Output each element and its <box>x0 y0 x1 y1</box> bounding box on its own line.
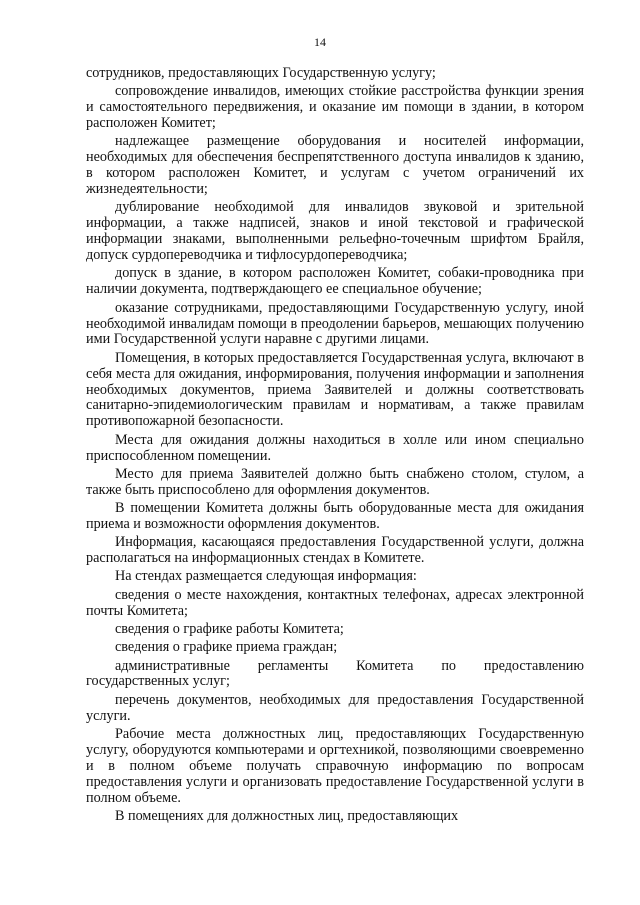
paragraph: административные регламенты Комитета по предоставлению государственных услуг; <box>86 657 584 690</box>
paragraph: Помещения, в которых предоставляется Государственная услуга, включают в себя места для ожидания, информирования, получения информации и заполнения необходимых документов, приема Заявителей и должны соответствовать санитарно-эпидемиологическим правилам и нормативам, а также правилам противопожарной безопасности. <box>86 349 584 430</box>
paragraph: дублирование необходимой для инвалидов звуковой и зрительной информации, а также надписей, знаков и иной текстовой и графической информации знаками, выполненными рельефно-точечным шрифтом Брайля, допуск сурдопереводчика и тифлосурдопереводчика; <box>86 199 584 264</box>
paragraph: На стендах размещается следующая информация: <box>115 568 417 585</box>
paragraph: сопровождение инвалидов, имеющих стойкие расстройства функции зрения и самостоятельного передвижения, и оказание им помощи в здании, в котором расположен Комитет; <box>86 83 584 132</box>
paragraph: Места для ожидания должны находиться в холле или ином специально приспособленном помещении. <box>86 431 584 464</box>
paragraph: перечень документов, необходимых для предоставления Государственной услуги. <box>86 691 584 724</box>
paragraph: сотрудников, предоставляющих Государственную услугу; <box>86 65 436 81</box>
paragraph: сведения о месте нахождения, контактных телефонах, адресах электронной почты Комитета; <box>86 586 584 619</box>
paragraph: сведения о графике приема граждан; <box>115 639 338 656</box>
paragraph: Место для приема Заявителей должно быть снабжено столом, стулом, а также быть приспособлено для оформления документов. <box>86 465 584 498</box>
paragraph: надлежащее размещение оборудования и носителей информации, необходимых для обеспечения беспрепятственного доступа инвалидов к зданию, в котором расположен Комитет, и услугам с учетом ограничений их жизнедеятельности; <box>86 133 584 198</box>
paragraph: допуск в здание, в котором расположен Комитет, собаки-проводника при наличии документа, подтверждающего ее специальное обучение; <box>86 265 584 298</box>
paragraph: сведения о графике работы Комитета; <box>115 620 344 637</box>
page-number: 14 <box>314 35 326 49</box>
paragraph: В помещении Комитета должны быть оборудованные места для ожидания приема и возможности оформления документов. <box>86 500 584 532</box>
document-body <box>86 66 584 827</box>
paragraph: В помещениях для должностных лиц, предоставляющих <box>115 807 459 824</box>
paragraph: Рабочие места должностных лиц, предоставляющих Государственную услугу, оборудуются компьютерами и оргтехникой, позволяющими своевременно и в полном объеме получать справочную информацию по вопросам предоставления услуги и организовать предоставление Государственной услуги в полном объеме. <box>86 725 584 806</box>
paragraph: Информация, касающаяся предоставления Государственной услуги, должна располагаться на информационных стендах в Комитете. <box>86 534 584 567</box>
paragraph: оказание сотрудниками, предоставляющими Государственную услугу, иной необходимой инвалидам помощи в преодолении барьеров, мешающих получению ими Государственной услуги наравне с другими лицами. <box>86 299 584 348</box>
